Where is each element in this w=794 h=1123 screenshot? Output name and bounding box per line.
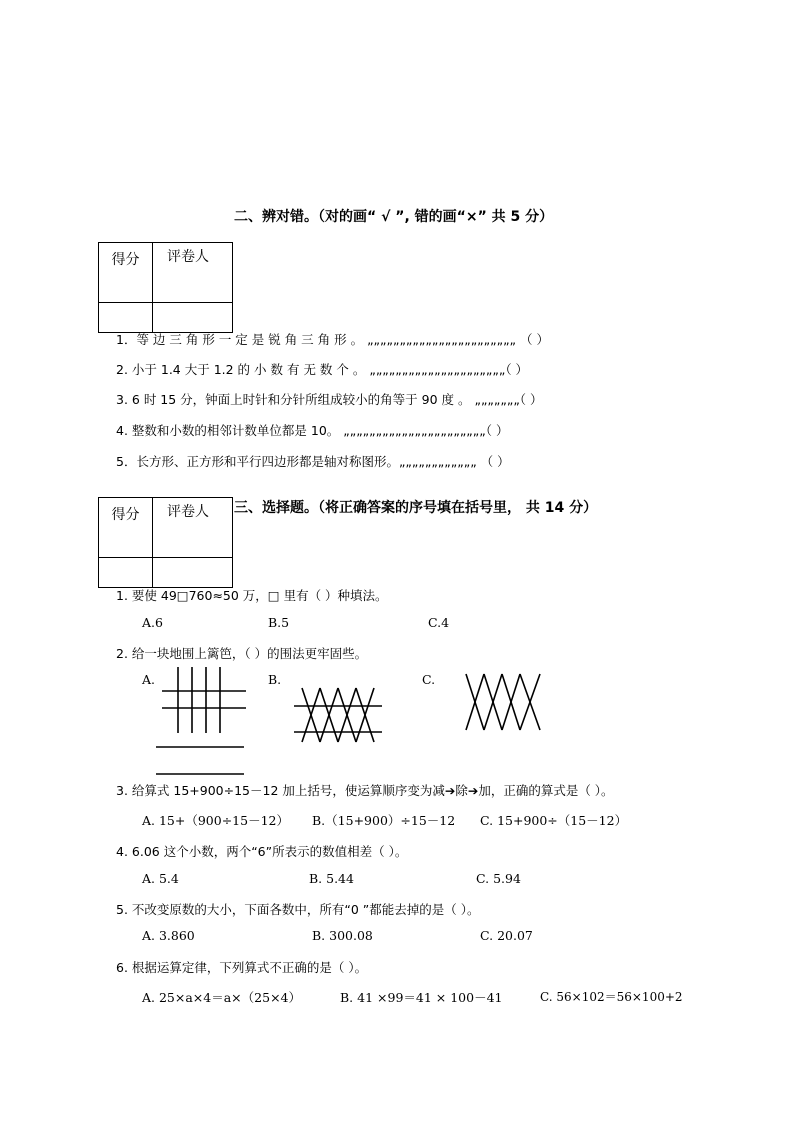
judge-item-4: 4. 整数和小数的相邻计数单位都是 10。 „„„„„„„„„„„„„„„„„„„„„„（ ）: [116, 423, 509, 438]
question-2-stem: 2. 给一块地围上篱笆，（ ）的围法更牢固些。: [116, 646, 368, 661]
judge-item-3: 3. 6 时 15 分，钟面上时针和分针所组成较小的角等于 90 度 。 „„„„„„„（ ）: [116, 392, 543, 407]
q3-option-b: B.（15+900）÷15－12: [312, 813, 456, 828]
q6-option-a: A. 25×a×4＝a×（25×4）: [142, 990, 301, 1005]
fence-grid-figure: [150, 665, 250, 777]
section2-score-box: [98, 242, 233, 333]
judge-item-2: 2. 小于 1.4 大于 1.2 的 小 数 有 无 数 个 。 „„„„„„„„„„„„„„„„„„„„„（ ）: [116, 362, 529, 377]
reviewer-cell[interactable]: [153, 303, 233, 333]
q1-option-b: B.5: [268, 615, 290, 630]
section3-title: 三、选择题。（将正确答案的序号填在括号里， 共 14 分）: [234, 500, 598, 516]
score-cell[interactable]: [99, 558, 153, 588]
score-label: 得分: [99, 498, 153, 558]
judge-item-1: 1．等 边 三 角 形 一 定 是 锐 角 三 角 形 。 „„„„„„„„„„„„„„„„„„„„„„„ （ ）: [116, 332, 549, 347]
judge-item-5: 5．长方形、正方形和平行四边形都是轴对称图形。„„„„„„„„„„„„ （ ）: [116, 454, 510, 469]
q5-option-c: C. 20.07: [480, 928, 533, 943]
question-6-stem: 6. 根据运算定律，下列算式不正确的是（ ）。: [116, 960, 368, 975]
reviewer-label: 评卷人: [153, 498, 233, 558]
reviewer-cell[interactable]: [153, 558, 233, 588]
q2-option-b: B.: [268, 672, 282, 687]
q1-option-a: A.6: [142, 615, 163, 630]
q5-option-b: B. 300.08: [312, 928, 373, 943]
fence-crossed-rails-figure: [290, 680, 390, 750]
score-label: 得分: [99, 243, 153, 303]
question-1-stem: 1. 要使 49□760≈50 万，□ 里有（ ）种填法。: [116, 588, 388, 603]
question-3-stem: 3. 给算式 15+900÷15－12 加上括号，使运算顺序变为减➔除➔加，正确的算式是（ ）。: [116, 783, 614, 798]
q6-option-b: B. 41 ×99＝41 × 100－41: [340, 990, 503, 1005]
q4-option-a: A. 5.4: [142, 871, 179, 886]
q1-option-c: C.4: [428, 615, 450, 630]
q3-option-a: A. 15+（900÷15－12）: [142, 813, 289, 828]
score-cell[interactable]: [99, 303, 153, 333]
q6-option-c: C. 56×102＝56×100+2: [540, 990, 683, 1004]
section3-score-box: [98, 497, 233, 588]
question-5-stem: 5. 不改变原数的大小，下面各数中，所有“0 ”都能去掉的是（ ）。: [116, 902, 480, 917]
fence-zigzag-figure: [462, 672, 548, 734]
q4-option-b: B. 5.44: [309, 871, 354, 886]
reviewer-label: 评卷人: [153, 243, 233, 303]
section2-title: 二、辨对错。（对的画“ √ ”, 错的画“×” 共 5 分）: [234, 209, 554, 225]
q4-option-c: C. 5.94: [476, 871, 521, 886]
q5-option-a: A. 3.860: [142, 928, 195, 943]
q2-option-a: A.: [142, 672, 156, 687]
question-4-stem: 4. 6.06 这个小数，两个“6”所表示的数值相差（ ）。: [116, 844, 408, 859]
q3-option-c: C. 15+900÷（15－12）: [480, 813, 628, 828]
q2-option-c: C.: [422, 672, 436, 687]
